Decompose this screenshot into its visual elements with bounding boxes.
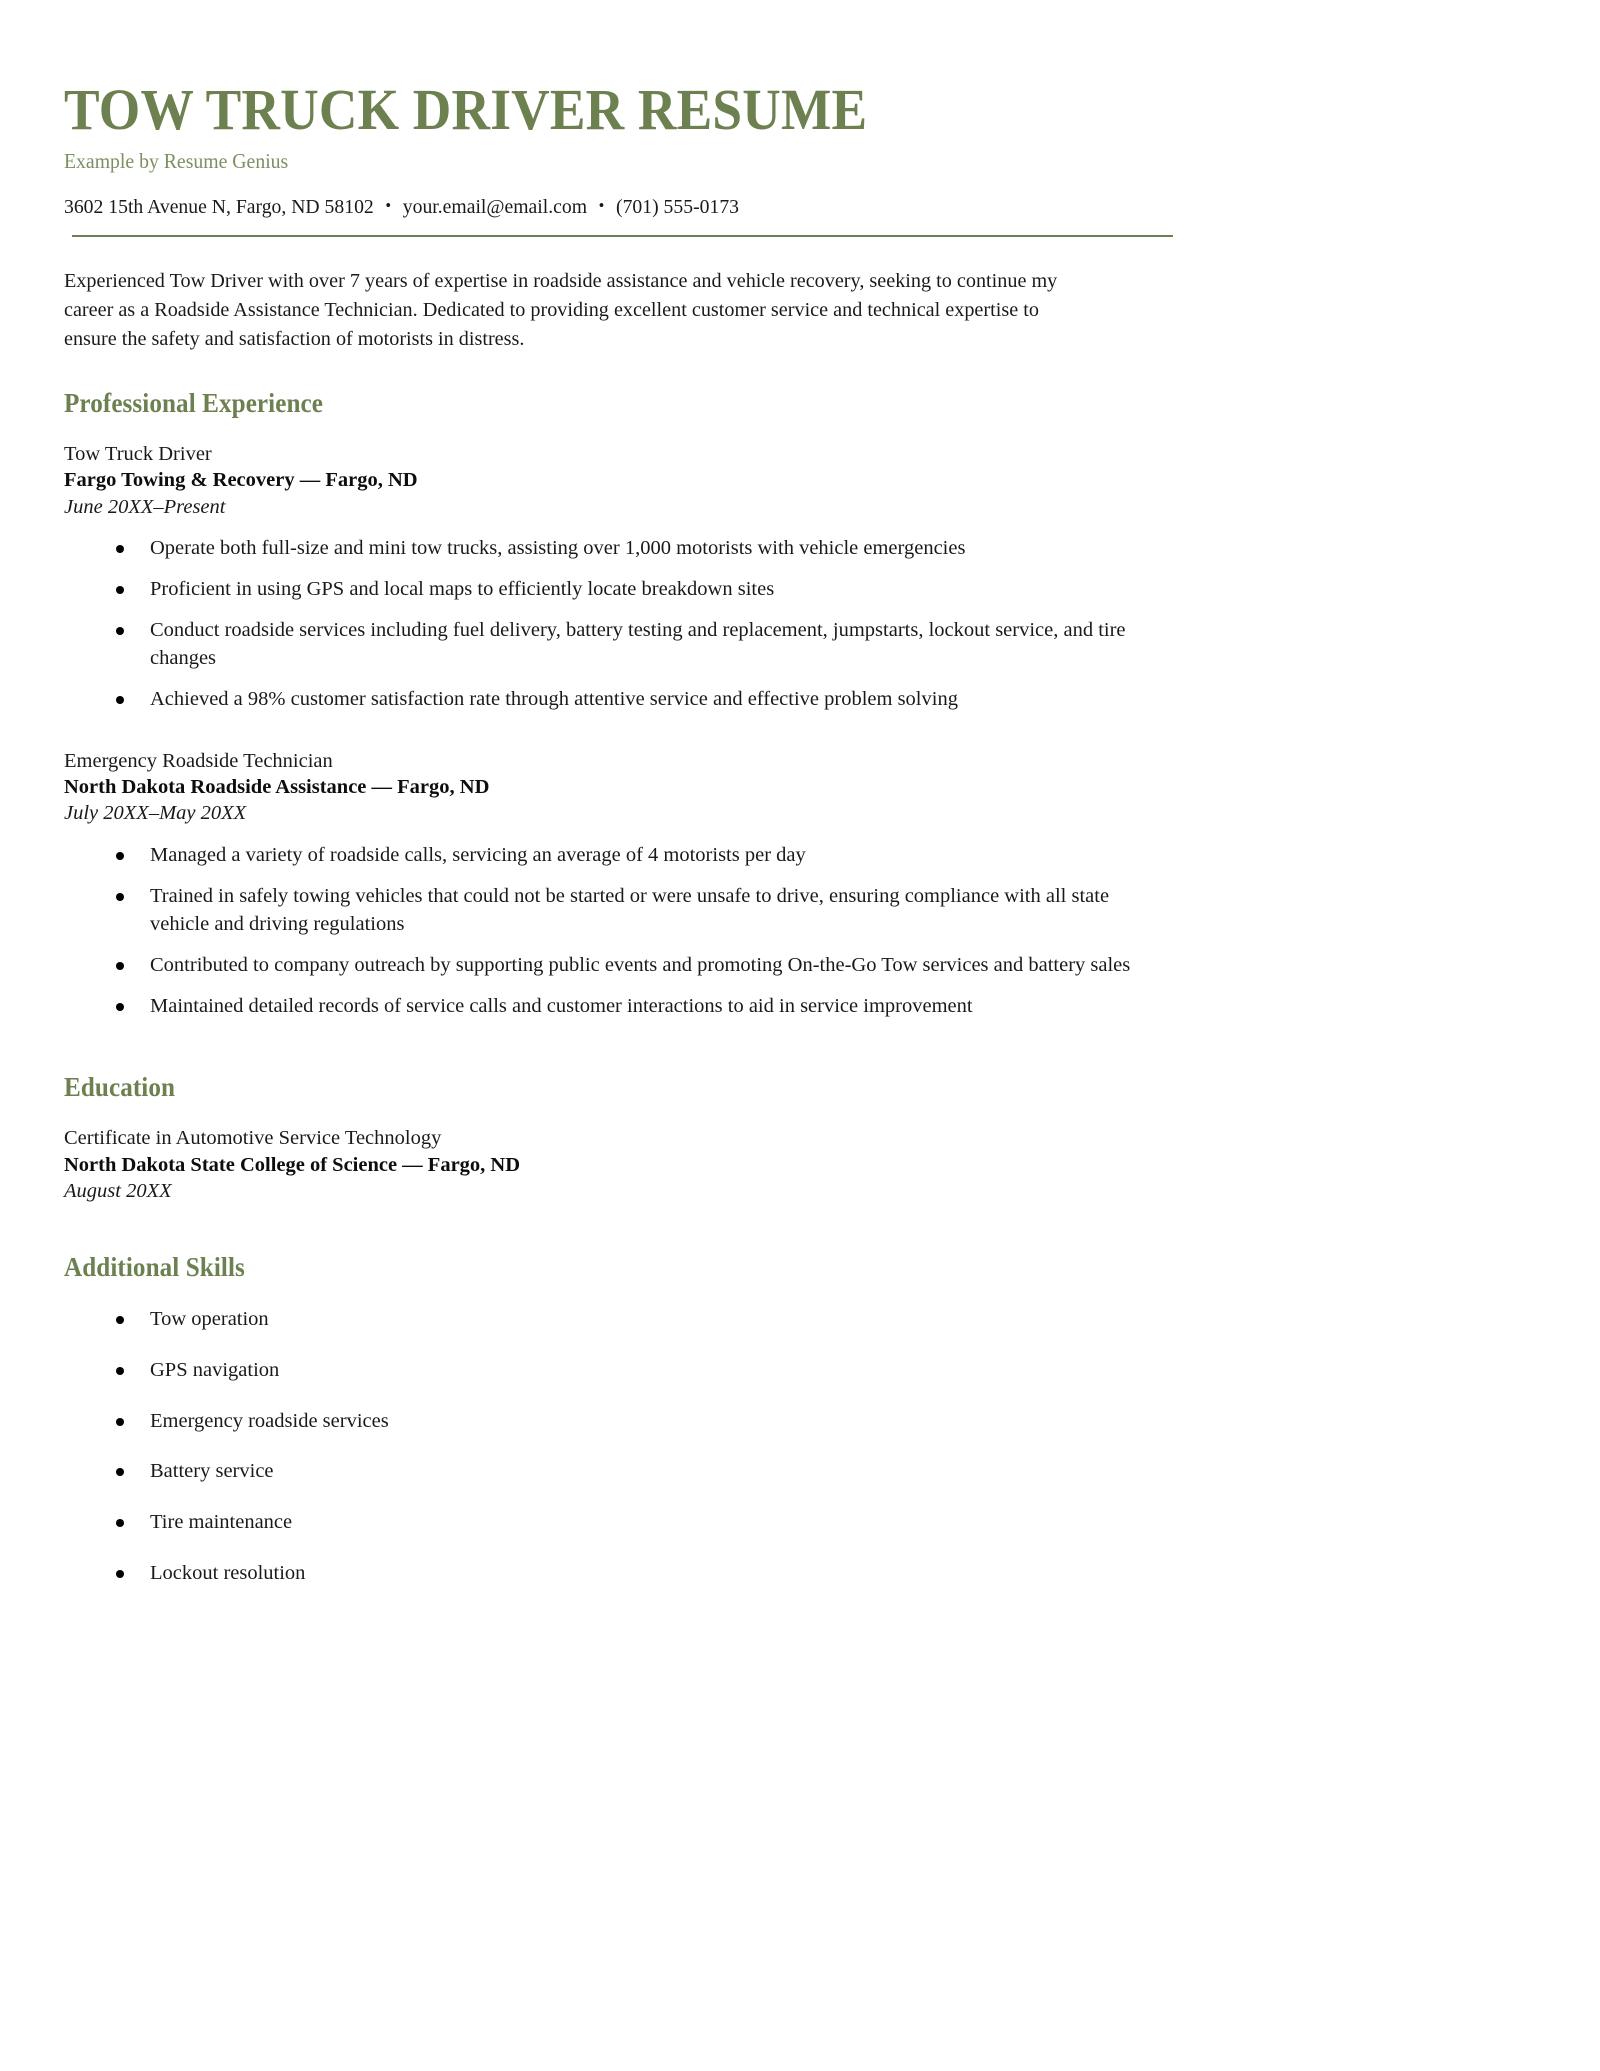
experience-entry [64,748,1164,1021]
contact-phone[interactable]: (701) 555-0173 [616,195,739,218]
job-title: Tow Truck Driver [64,443,212,466]
list-item: Tow operation [64,1305,1164,1334]
list-item: Contributed to company outreach by supporting public events and promoting On-the-Go Tow services and battery sales [64,951,1164,980]
list-item: Conduct roadside services including fuel delivery, battery testing and replacement, jumpstarts, lockout service, and tire changes [64,616,1164,673]
section-additional-skills [64,1252,1164,1587]
skills-list [64,1305,1164,1587]
job-title: Emergency Roadside Technician [64,749,333,772]
contact-line [64,196,1120,219]
degree-title: Certificate in Automotive Service Technology [64,1127,442,1150]
list-item: Achieved a 98% customer satisfaction rate through attentive service and effective problem solving [64,685,1164,714]
institution-and-location: North Dakota State College of Science — Fargo, ND [64,1153,521,1176]
list-item: Operate both full-size and mini tow trucks, assisting over 1,000 motorists with vehicle emergencies [64,534,1164,563]
graduation-date: August 20XX [64,1179,172,1202]
professional-summary: Experienced Tow Driver with over 7 years of expertise in roadside assistance and vehicle recovery, seeking to continue my career as a Roadside Assistance Technician. Dedicated to providing excellent customer service and technical expertise to ensure the safety and satisfaction of motorists in distress. [64,269,1058,351]
employer-and-location: Fargo Towing & Recovery — Fargo, ND [64,469,418,492]
list-item: Tire maintenance [64,1508,1164,1537]
list-item: Emergency roadside services [64,1407,1164,1436]
header-divider [72,235,1173,237]
resume-header [64,77,1164,237]
contact-address: 3602 15th Avenue N, Fargo, ND 58102 [64,195,374,218]
employer-and-location: North Dakota Roadside Assistance — Fargo, ND [64,776,490,798]
contact-separator-1: • [385,195,392,215]
job-responsibility-list [64,534,1164,713]
section-heading-experience: Professional Experience [64,388,324,419]
section-professional-experience [64,388,1164,1020]
contact-email[interactable]: your.email@email.com [402,195,588,218]
experience-entry [64,441,1164,714]
employment-dates: July 20XX–May 20XX [64,802,247,825]
job-responsibility-list [64,841,1164,1020]
employment-dates: June 20XX–Present [64,495,226,518]
section-education [64,1072,1164,1204]
section-heading-education: Education [64,1072,176,1103]
section-heading-skills: Additional Skills [64,1252,245,1283]
education-entry [64,1125,1164,1204]
contact-separator-2: • [598,195,605,215]
list-item: Managed a variety of roadside calls, servicing an average of 4 motorists per day [64,841,1164,870]
list-item: Lockout resolution [64,1559,1164,1588]
page-title: TOW TRUCK DRIVER RESUME [64,77,868,142]
list-item: Trained in safely towing vehicles that could not be started or were unsafe to drive, ensuring compliance with all state vehicle and driving regulations [64,882,1164,939]
list-item: Maintained detailed records of service calls and customer interactions to aid in service improvement [64,992,1164,1021]
list-item: Battery service [64,1457,1164,1486]
byline: Example by Resume Genius [64,148,289,173]
list-item: Proficient in using GPS and local maps to efficiently locate breakdown sites [64,575,1164,604]
list-item: GPS navigation [64,1356,1164,1385]
